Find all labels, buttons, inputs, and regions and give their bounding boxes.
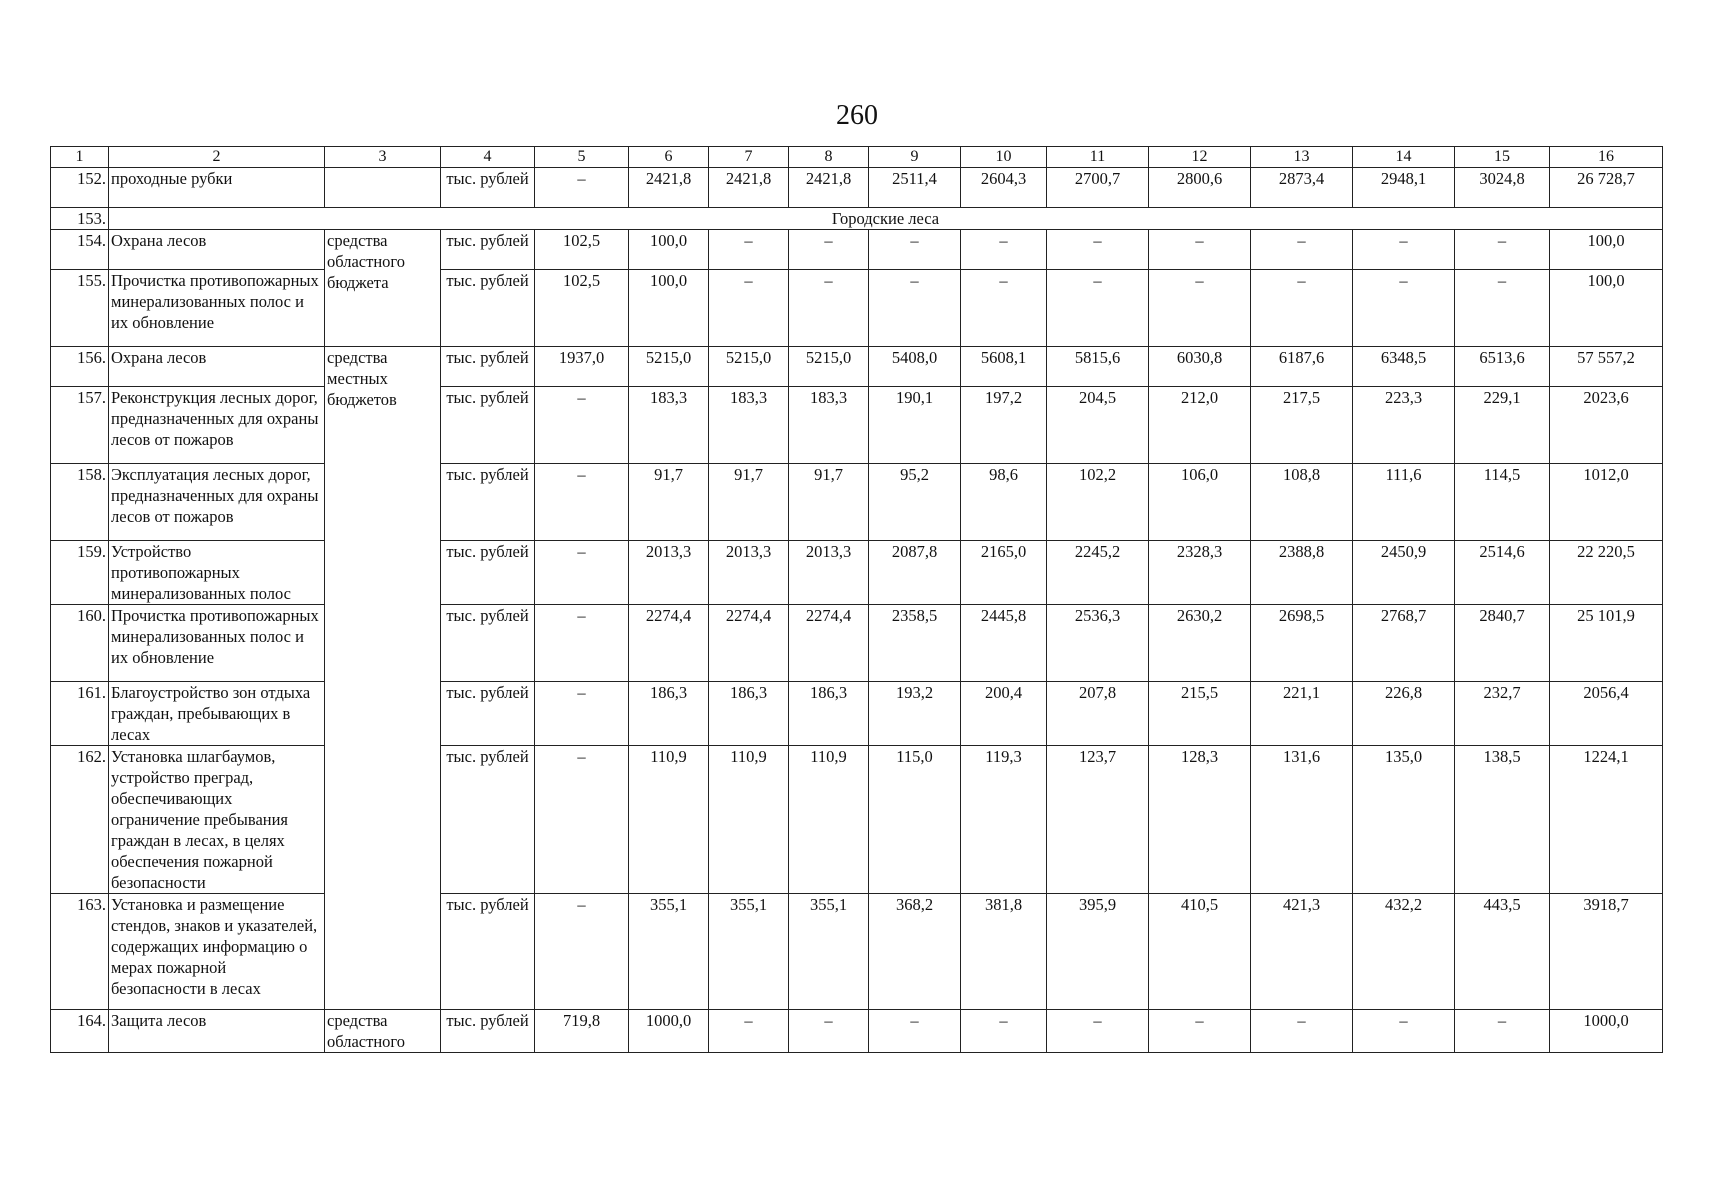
value-cell: 223,3: [1353, 387, 1455, 464]
value-cell: 2013,3: [789, 541, 869, 605]
row-number: 164.: [51, 1010, 109, 1053]
column-header: 16: [1550, 147, 1663, 168]
activity-name: Охрана лесов: [109, 347, 325, 387]
value-cell: 123,7: [1047, 746, 1149, 894]
unit-of-measure: тыс. рублей: [441, 894, 535, 1010]
value-cell: 221,1: [1251, 682, 1353, 746]
total-cell: 100,0: [1550, 270, 1663, 347]
value-cell: –: [535, 746, 629, 894]
value-cell: –: [961, 1010, 1047, 1053]
column-header: 13: [1251, 147, 1353, 168]
column-number-row: [51, 147, 1663, 168]
total-cell: 26 728,7: [1550, 168, 1663, 208]
value-cell: –: [1455, 1010, 1550, 1053]
row-number: 159.: [51, 541, 109, 605]
value-cell: –: [1149, 270, 1251, 347]
value-cell: –: [535, 464, 629, 541]
value-cell: –: [869, 230, 961, 270]
row-number: 160.: [51, 605, 109, 682]
value-cell: 200,4: [961, 682, 1047, 746]
table-row: [51, 168, 1663, 208]
value-cell: 2450,9: [1353, 541, 1455, 605]
value-cell: 3024,8: [1455, 168, 1550, 208]
value-cell: 110,9: [629, 746, 709, 894]
value-cell: 110,9: [709, 746, 789, 894]
value-cell: 2536,3: [1047, 605, 1149, 682]
total-cell: 22 220,5: [1550, 541, 1663, 605]
value-cell: 204,5: [1047, 387, 1149, 464]
value-cell: 215,5: [1149, 682, 1251, 746]
column-header: 15: [1455, 147, 1550, 168]
value-cell: 5215,0: [709, 347, 789, 387]
row-number: 152.: [51, 168, 109, 208]
column-header: 7: [709, 147, 789, 168]
value-cell: 2165,0: [961, 541, 1047, 605]
value-cell: –: [535, 605, 629, 682]
column-header: 8: [789, 147, 869, 168]
total-cell: 1224,1: [1550, 746, 1663, 894]
value-cell: 114,5: [1455, 464, 1550, 541]
value-cell: 719,8: [535, 1010, 629, 1053]
value-cell: 2800,6: [1149, 168, 1251, 208]
table-row: [51, 464, 1663, 541]
section-title: Городские леса: [109, 208, 1663, 230]
unit-of-measure: тыс. рублей: [441, 230, 535, 270]
activity-name: Реконструкция лесных дорог, предназначенных для охраны лесов от пожаров: [109, 387, 325, 464]
value-cell: 381,8: [961, 894, 1047, 1010]
value-cell: –: [961, 270, 1047, 347]
value-cell: 355,1: [629, 894, 709, 1010]
value-cell: 2421,8: [629, 168, 709, 208]
value-cell: 91,7: [709, 464, 789, 541]
total-cell: 2056,4: [1550, 682, 1663, 746]
budget-table: [50, 146, 1663, 1053]
value-cell: –: [789, 230, 869, 270]
value-cell: 197,2: [961, 387, 1047, 464]
activity-name: Устройство противопожарных минерализованных полос: [109, 541, 325, 605]
value-cell: 138,5: [1455, 746, 1550, 894]
value-cell: 135,0: [1353, 746, 1455, 894]
value-cell: 2274,4: [629, 605, 709, 682]
unit-of-measure: тыс. рублей: [441, 541, 535, 605]
value-cell: –: [535, 894, 629, 1010]
value-cell: 2604,3: [961, 168, 1047, 208]
value-cell: –: [535, 541, 629, 605]
total-cell: 1012,0: [1550, 464, 1663, 541]
value-cell: 190,1: [869, 387, 961, 464]
unit-of-measure: тыс. рублей: [441, 1010, 535, 1053]
value-cell: –: [1149, 1010, 1251, 1053]
value-cell: 2358,5: [869, 605, 961, 682]
value-cell: 128,3: [1149, 746, 1251, 894]
value-cell: 212,0: [1149, 387, 1251, 464]
value-cell: 421,3: [1251, 894, 1353, 1010]
value-cell: 91,7: [789, 464, 869, 541]
unit-of-measure: тыс. рублей: [441, 270, 535, 347]
unit-of-measure: тыс. рублей: [441, 464, 535, 541]
value-cell: –: [789, 270, 869, 347]
column-header: 3: [325, 147, 441, 168]
value-cell: –: [1149, 230, 1251, 270]
value-cell: –: [535, 387, 629, 464]
row-number: 163.: [51, 894, 109, 1010]
funding-source: средства областного: [325, 1010, 441, 1053]
value-cell: 5215,0: [789, 347, 869, 387]
row-number: 162.: [51, 746, 109, 894]
value-cell: 183,3: [709, 387, 789, 464]
value-cell: –: [1047, 270, 1149, 347]
column-header: 11: [1047, 147, 1149, 168]
row-number: 155.: [51, 270, 109, 347]
value-cell: 2768,7: [1353, 605, 1455, 682]
column-header: 14: [1353, 147, 1455, 168]
table-row: [51, 682, 1663, 746]
value-cell: 2421,8: [709, 168, 789, 208]
column-header: 4: [441, 147, 535, 168]
row-number: 153.: [51, 208, 109, 230]
value-cell: 229,1: [1455, 387, 1550, 464]
column-header: 12: [1149, 147, 1251, 168]
value-cell: 2700,7: [1047, 168, 1149, 208]
value-cell: 355,1: [709, 894, 789, 1010]
unit-of-measure: тыс. рублей: [441, 387, 535, 464]
value-cell: 193,2: [869, 682, 961, 746]
total-cell: 2023,6: [1550, 387, 1663, 464]
value-cell: –: [1455, 270, 1550, 347]
value-cell: 5608,1: [961, 347, 1047, 387]
table-row: [51, 208, 1663, 230]
value-cell: –: [1251, 230, 1353, 270]
value-cell: –: [1251, 270, 1353, 347]
value-cell: 410,5: [1149, 894, 1251, 1010]
value-cell: 119,3: [961, 746, 1047, 894]
value-cell: 5215,0: [629, 347, 709, 387]
unit-of-measure: тыс. рублей: [441, 746, 535, 894]
unit-of-measure: тыс. рублей: [441, 347, 535, 387]
value-cell: 2328,3: [1149, 541, 1251, 605]
activity-name: Установка и размещение стендов, знаков и указателей, содержащих информацию о мерах пожарной безопасности в лесах: [109, 894, 325, 1010]
value-cell: 102,5: [535, 270, 629, 347]
value-cell: 368,2: [869, 894, 961, 1010]
activity-name: Охрана лесов: [109, 230, 325, 270]
value-cell: 2245,2: [1047, 541, 1149, 605]
value-cell: 183,3: [629, 387, 709, 464]
value-cell: 2274,4: [789, 605, 869, 682]
activity-name: Защита лесов: [109, 1010, 325, 1053]
value-cell: –: [709, 230, 789, 270]
value-cell: –: [1251, 1010, 1353, 1053]
value-cell: 186,3: [709, 682, 789, 746]
total-cell: 25 101,9: [1550, 605, 1663, 682]
table-row: [51, 270, 1663, 347]
funding-source: [325, 168, 441, 208]
value-cell: –: [961, 230, 1047, 270]
table-row: [51, 541, 1663, 605]
activity-name: Прочистка противопожарных минерализованных полос и их обновление: [109, 270, 325, 347]
unit-of-measure: тыс. рублей: [441, 168, 535, 208]
funding-source: средства областного бюджета: [325, 230, 441, 347]
funding-source: средства местных бюджетов: [325, 347, 441, 1010]
activity-name: Эксплуатация лесных дорог, предназначенных для охраны лесов от пожаров: [109, 464, 325, 541]
value-cell: 5815,6: [1047, 347, 1149, 387]
table-row: [51, 387, 1663, 464]
value-cell: 6030,8: [1149, 347, 1251, 387]
unit-of-measure: тыс. рублей: [441, 605, 535, 682]
value-cell: 2388,8: [1251, 541, 1353, 605]
activity-name: Установка шлагбаумов, устройство преград, обеспечивающих ограничение пребывания граждан в лесах, в целях обеспечения пожарной безопасности: [109, 746, 325, 894]
row-number: 156.: [51, 347, 109, 387]
column-header: 2: [109, 147, 325, 168]
value-cell: 6348,5: [1353, 347, 1455, 387]
value-cell: 115,0: [869, 746, 961, 894]
value-cell: 186,3: [629, 682, 709, 746]
column-header: 5: [535, 147, 629, 168]
value-cell: 1000,0: [629, 1010, 709, 1053]
value-cell: 2013,3: [709, 541, 789, 605]
value-cell: 108,8: [1251, 464, 1353, 541]
value-cell: 6513,6: [1455, 347, 1550, 387]
table-row: [51, 746, 1663, 894]
value-cell: 95,2: [869, 464, 961, 541]
value-cell: 2630,2: [1149, 605, 1251, 682]
unit-of-measure: тыс. рублей: [441, 682, 535, 746]
table-row: [51, 230, 1663, 270]
value-cell: 355,1: [789, 894, 869, 1010]
value-cell: 100,0: [629, 230, 709, 270]
total-cell: 1000,0: [1550, 1010, 1663, 1053]
value-cell: 226,8: [1353, 682, 1455, 746]
value-cell: 186,3: [789, 682, 869, 746]
value-cell: –: [1353, 270, 1455, 347]
value-cell: –: [709, 270, 789, 347]
total-cell: 57 557,2: [1550, 347, 1663, 387]
table-row: [51, 1010, 1663, 1053]
value-cell: –: [709, 1010, 789, 1053]
value-cell: 6187,6: [1251, 347, 1353, 387]
value-cell: 2013,3: [629, 541, 709, 605]
column-header: 9: [869, 147, 961, 168]
value-cell: 2421,8: [789, 168, 869, 208]
page-number: 260: [836, 100, 878, 131]
value-cell: –: [869, 1010, 961, 1053]
column-header: 1: [51, 147, 109, 168]
value-cell: 2698,5: [1251, 605, 1353, 682]
value-cell: 2511,4: [869, 168, 961, 208]
value-cell: –: [535, 682, 629, 746]
value-cell: –: [789, 1010, 869, 1053]
value-cell: –: [1353, 1010, 1455, 1053]
value-cell: 2873,4: [1251, 168, 1353, 208]
value-cell: 111,6: [1353, 464, 1455, 541]
row-number: 158.: [51, 464, 109, 541]
value-cell: 2445,8: [961, 605, 1047, 682]
value-cell: –: [1455, 230, 1550, 270]
value-cell: –: [869, 270, 961, 347]
value-cell: 443,5: [1455, 894, 1550, 1010]
value-cell: 98,6: [961, 464, 1047, 541]
value-cell: 232,7: [1455, 682, 1550, 746]
column-header: 10: [961, 147, 1047, 168]
value-cell: 102,5: [535, 230, 629, 270]
column-header: 6: [629, 147, 709, 168]
table-row: [51, 605, 1663, 682]
value-cell: –: [1047, 1010, 1149, 1053]
row-number: 161.: [51, 682, 109, 746]
total-cell: 100,0: [1550, 230, 1663, 270]
value-cell: –: [1353, 230, 1455, 270]
value-cell: 106,0: [1149, 464, 1251, 541]
value-cell: 217,5: [1251, 387, 1353, 464]
table-row: [51, 894, 1663, 1010]
value-cell: 2514,6: [1455, 541, 1550, 605]
value-cell: –: [1047, 230, 1149, 270]
value-cell: 2087,8: [869, 541, 961, 605]
value-cell: 432,2: [1353, 894, 1455, 1010]
activity-name: проходные рубки: [109, 168, 325, 208]
value-cell: 2948,1: [1353, 168, 1455, 208]
value-cell: –: [535, 168, 629, 208]
value-cell: 5408,0: [869, 347, 961, 387]
value-cell: 1937,0: [535, 347, 629, 387]
row-number: 154.: [51, 230, 109, 270]
total-cell: 3918,7: [1550, 894, 1663, 1010]
value-cell: 100,0: [629, 270, 709, 347]
row-number: 157.: [51, 387, 109, 464]
activity-name: Благоустройство зон отдыха граждан, пребывающих в лесах: [109, 682, 325, 746]
value-cell: 102,2: [1047, 464, 1149, 541]
value-cell: 110,9: [789, 746, 869, 894]
value-cell: 395,9: [1047, 894, 1149, 1010]
activity-name: Прочистка противопожарных минерализованных полос и их обновление: [109, 605, 325, 682]
value-cell: 91,7: [629, 464, 709, 541]
value-cell: 131,6: [1251, 746, 1353, 894]
table-row: [51, 347, 1663, 387]
value-cell: 2840,7: [1455, 605, 1550, 682]
value-cell: 2274,4: [709, 605, 789, 682]
value-cell: 183,3: [789, 387, 869, 464]
value-cell: 207,8: [1047, 682, 1149, 746]
